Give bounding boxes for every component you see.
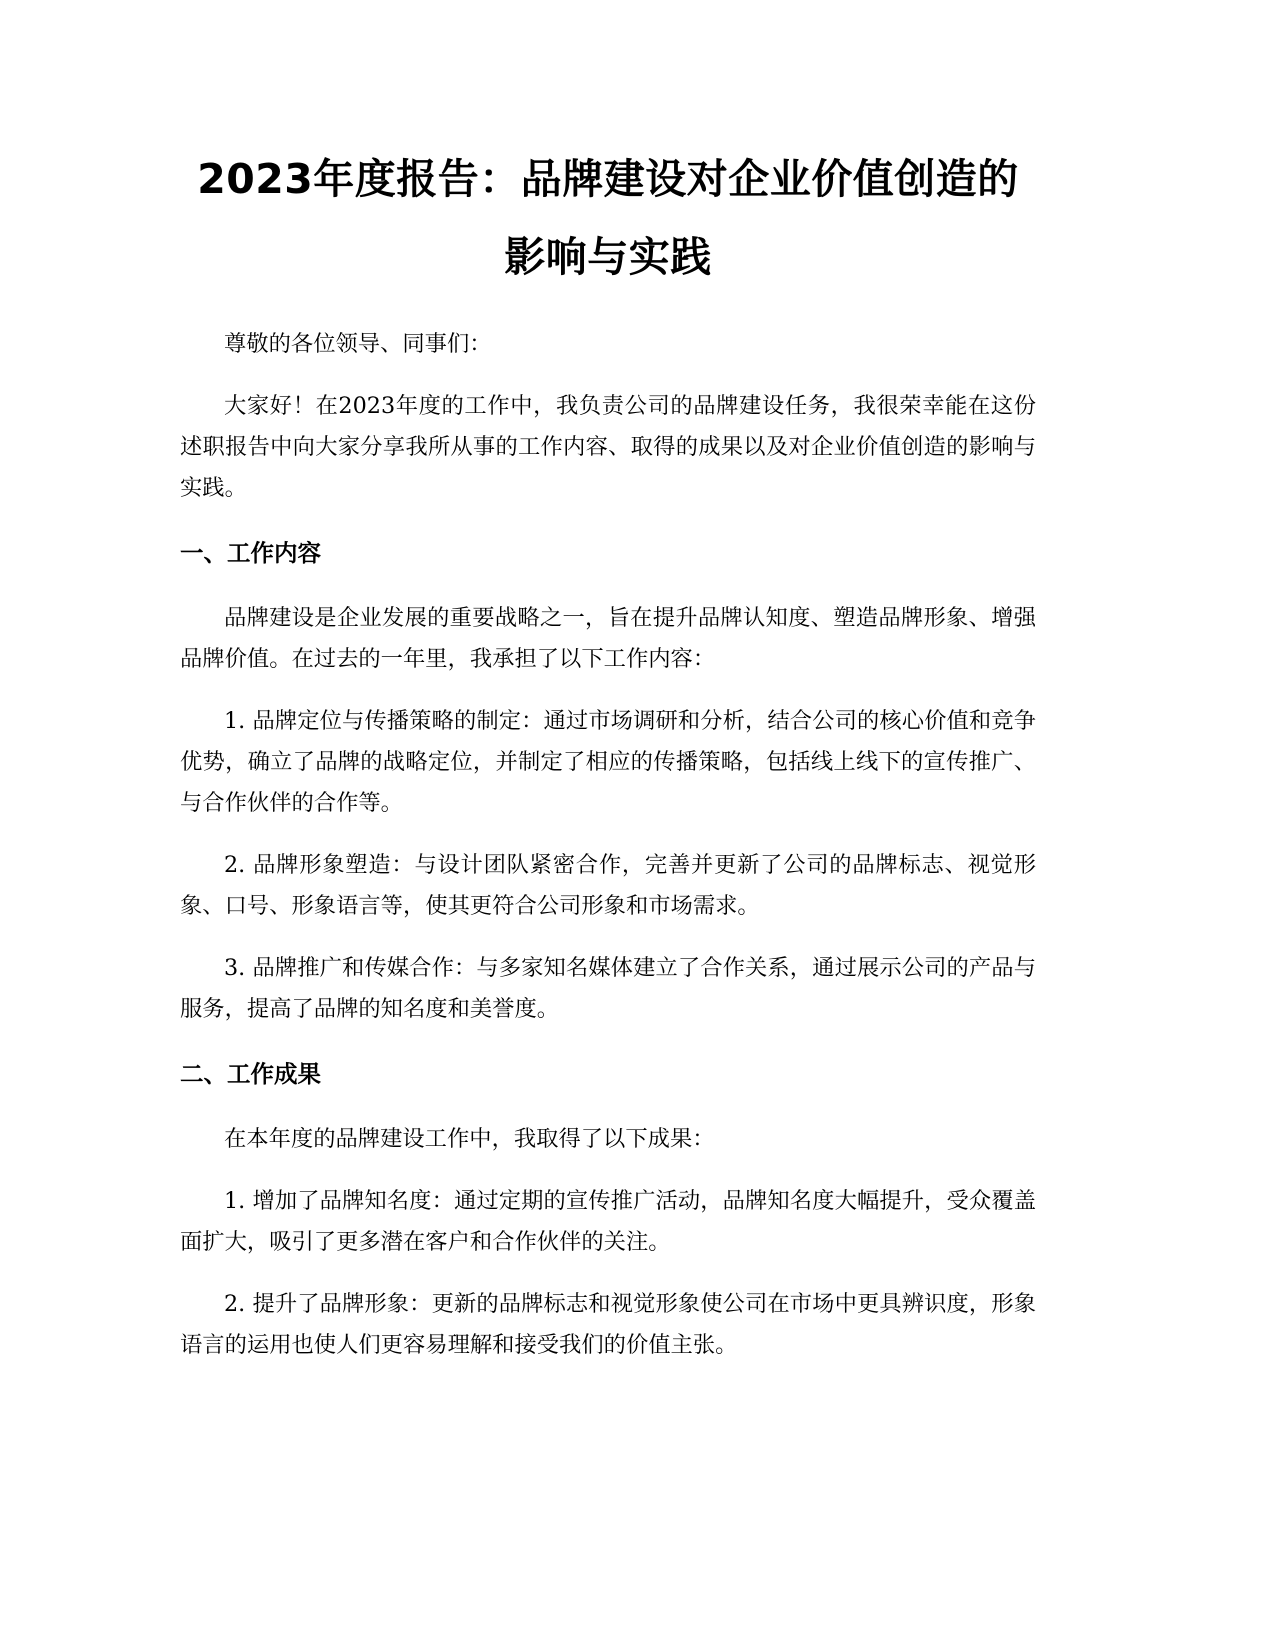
- section-1-lead: 品牌建设是企业发展的重要战略之一，旨在提升品牌认知度、塑造品牌形象、增强品牌价值。在过去的一年里，我承担了以下工作内容：: [180, 605, 1036, 672]
- section-1-heading: 一、工作内容: [180, 539, 321, 567]
- section-2-heading: 二、工作成果: [180, 1060, 321, 1088]
- title-line-1: 2023年度报告：品牌建设对企业价值创造的: [197, 155, 1019, 203]
- section-1-item-2: 2. 品牌形象塑造：与设计团队紧密合作，完善并更新了公司的品牌标志、视觉形象、口号、形象语言等，使其更符合公司形象和市场需求。: [180, 852, 1036, 919]
- section-2-item-2: 2. 提升了品牌形象：更新的品牌标志和视觉形象使公司在市场中更具辨识度，形象语言的运用也使人们更容易理解和接受我们的价值主张。: [180, 1291, 1036, 1358]
- section-1-item-3: 3. 品牌推广和传媒合作：与多家知名媒体建立了合作关系，通过展示公司的产品与服务，提高了品牌的知名度和美誉度。: [180, 955, 1036, 1022]
- document-title: [180, 140, 1036, 296]
- salutation: 尊敬的各位领导、同事们：: [224, 331, 492, 357]
- section-1-item-1: 1. 品牌定位与传播策略的制定：通过市场调研和分析，结合公司的核心价值和竞争优势，确立了品牌的战略定位，并制定了相应的传播策略，包括线上线下的宣传推广、与合作伙伴的合作等。: [180, 708, 1036, 816]
- title-line-2: 影响与实践: [504, 233, 712, 281]
- document-body: [180, 140, 1036, 1366]
- section-2-lead: 在本年度的品牌建设工作中，我取得了以下成果：: [224, 1126, 715, 1152]
- section-2-item-1: 1. 增加了品牌知名度：通过定期的宣传推广活动，品牌知名度大幅提升，受众覆盖面扩大，吸引了更多潜在客户和合作伙伴的关注。: [180, 1188, 1036, 1255]
- intro-paragraph: 大家好！在2023年度的工作中，我负责公司的品牌建设任务，我很荣幸能在这份述职报告中向大家分享我所从事的工作内容、取得的成果以及对企业价值创造的影响与实践。: [180, 393, 1036, 501]
